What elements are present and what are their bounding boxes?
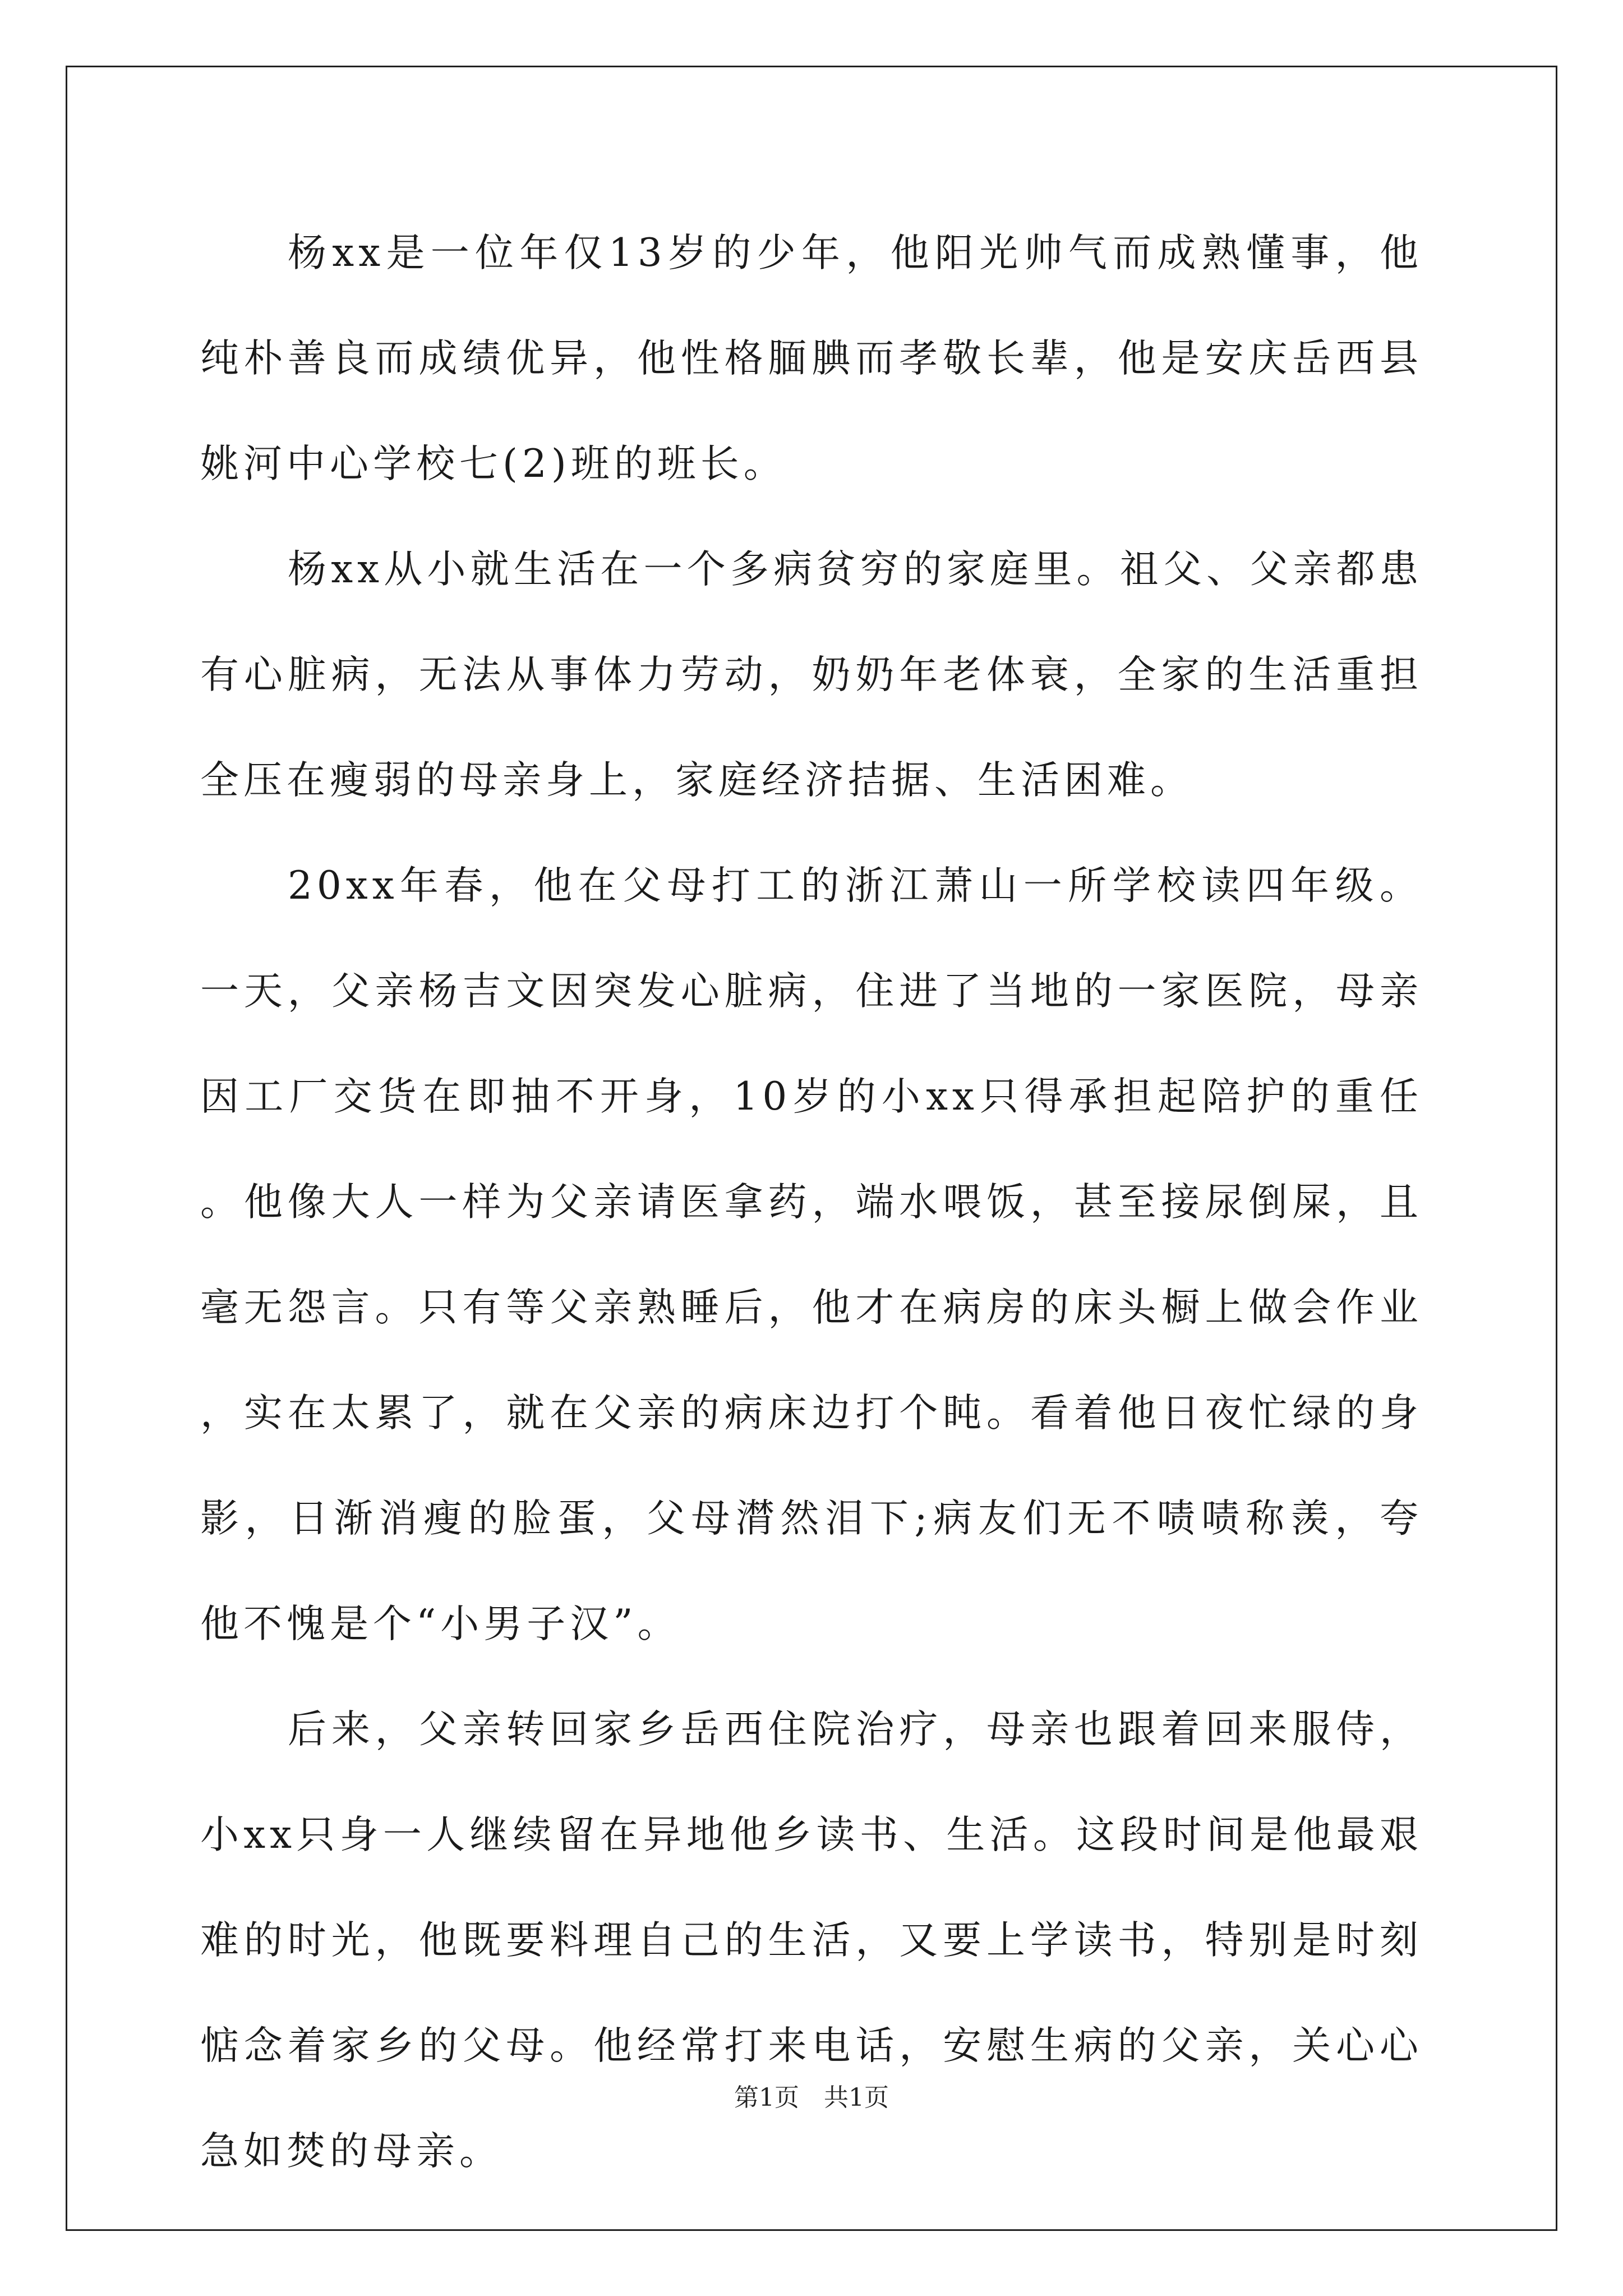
paragraph-2: 杨xx从小就生活在一个多病贫穷的家庭里。祖父、父亲都患有心脏病，无法从事体力劳动，奶奶年老体衰，全家的生活重担全压在瘦弱的母亲身上，家庭经济拮据、生活困难。	[200, 547, 1423, 803]
paragraph-4: 后来，父亲转回家乡岳西住院治疗，母亲也跟着回来服侍，小xx只身一人继续留在异地他乡读书、生活。这段时间是他最艰难的时光，他既要料理自己的生活，又要上学读书，特别是时刻惦念着家乡的父母。他经常打来电话，安慰生病的父亲，关心心急如焚的母亲。	[200, 1707, 1423, 2174]
document-body	[200, 200, 1423, 2204]
page-total: 共1页	[824, 2083, 889, 2112]
page-number: 第1页	[734, 2083, 799, 2112]
paragraph-1: 杨xx是一位年仅13岁的少年，他阳光帅气而成熟懂事，他纯朴善良而成绩优异，他性格腼腆而孝敬长辈，他是安庆岳西县姚河中心学校七(2)班的班长。	[200, 231, 1423, 486]
page-footer	[0, 2081, 1623, 2115]
paragraph-3: 20xx年春，他在父母打工的浙江萧山一所学校读四年级。一天，父亲杨吉文因突发心脏病，住进了当地的一家医院，母亲因工厂交货在即抽不开身，10岁的小xx只得承担起陪护的重任。他像大人一样为父亲请医拿药，端水喂饭，甚至接尿倒屎，且毫无怨言。只有等父亲熟睡后，他才在病房的床头橱上做会作业，实在太累了，就在父亲的病床边打个盹。看着他日夜忙绿的身影，日渐消瘦的脸蛋，父母潸然泪下;病友们无不啧啧称羡，夸他不愧是个“小男子汉”。	[200, 863, 1423, 1646]
